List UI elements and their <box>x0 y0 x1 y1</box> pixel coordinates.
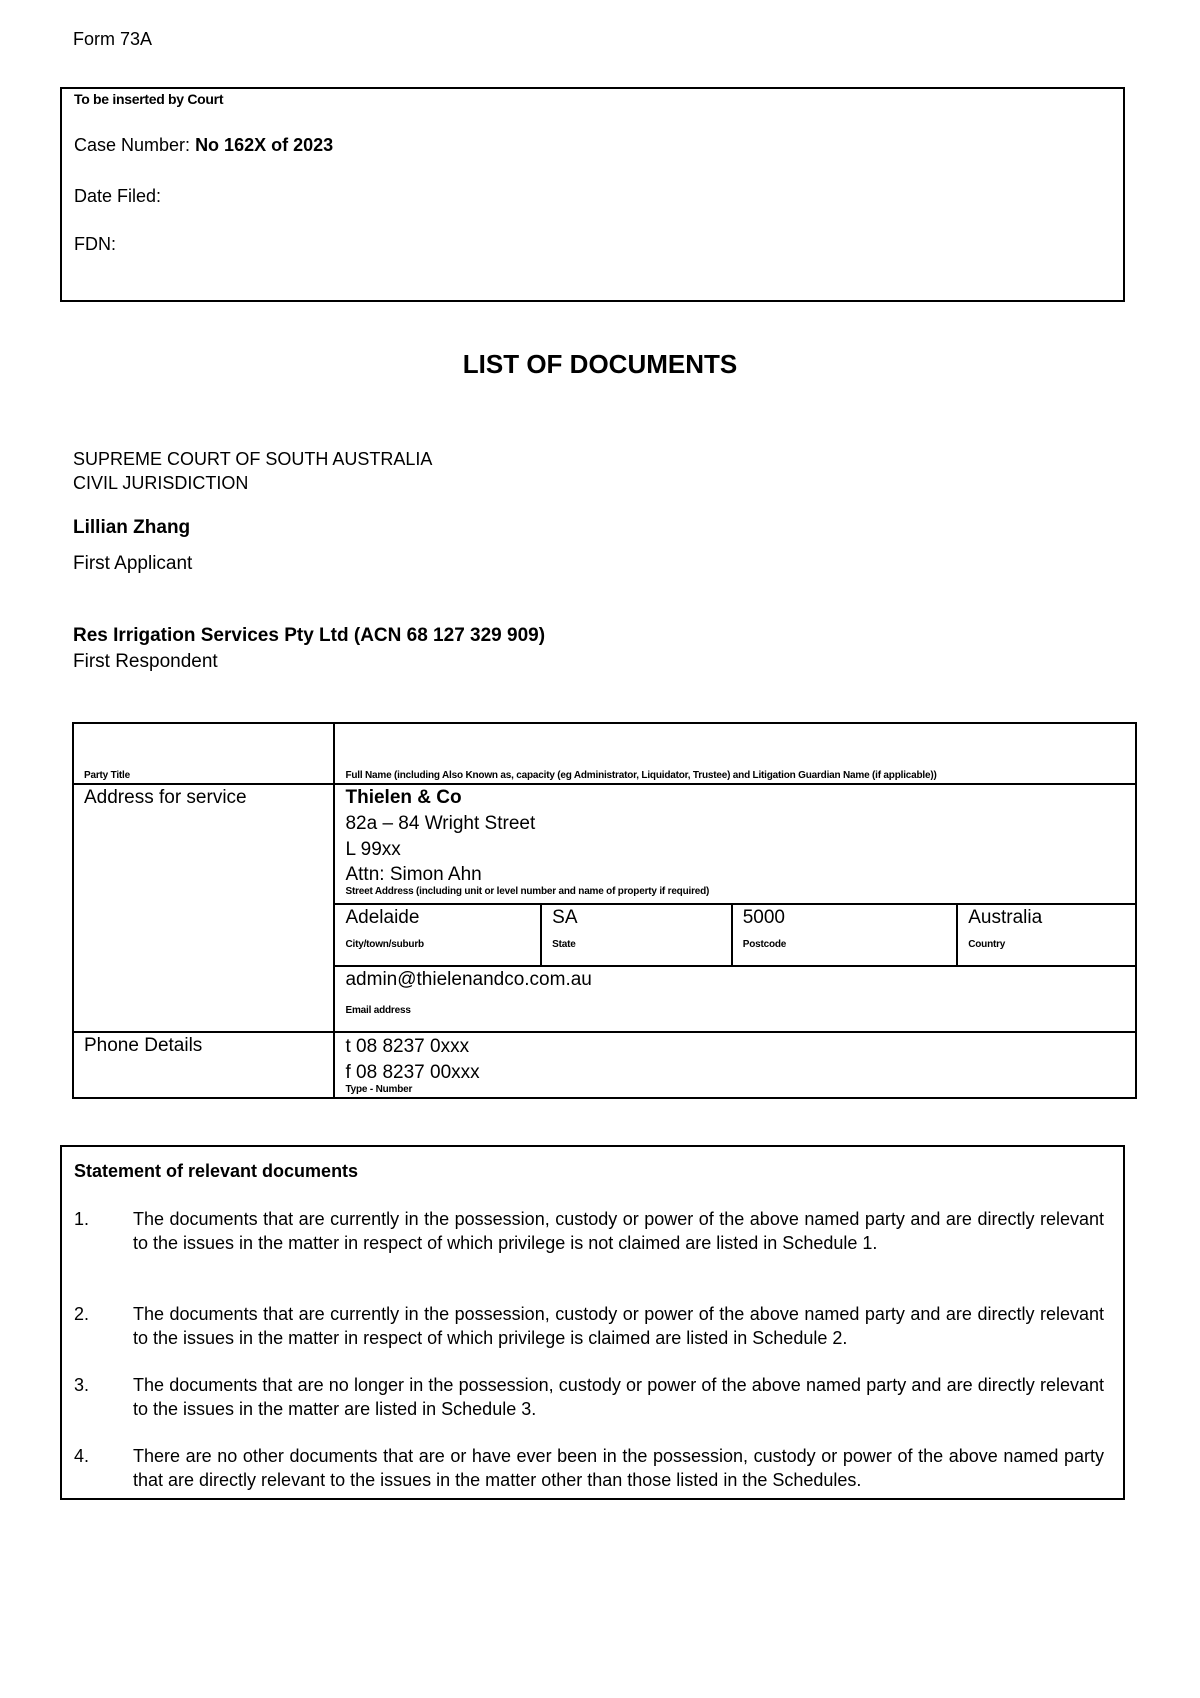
date-filed-label: Date Filed: <box>74 186 162 206</box>
state-value: SA <box>552 907 578 928</box>
first-respondent-name: Res Irrigation Services Pty Ltd (ACN 68 127 329 909) <box>73 625 546 646</box>
phone-number: t 08 8237 0xxx <box>345 1036 470 1057</box>
city-value: Adelaide <box>345 907 420 928</box>
street-line-3: Attn: Simon Ahn <box>345 864 482 885</box>
full-name-label: Full Name (including Also Known as, capacity (eg Administrator, Liquidator, Trustee) and Litigation Guardian Name (if applicable)) <box>345 770 937 781</box>
country-cell <box>957 904 1136 966</box>
state-cell <box>541 904 732 966</box>
full-name-cell <box>334 723 1136 784</box>
first-respondent-role: First Respondent <box>73 651 218 672</box>
court-name-line1: SUPREME COURT OF SOUTH AUSTRALIA <box>73 449 433 469</box>
court-name <box>73 447 432 495</box>
first-applicant-name: Lillian Zhang <box>73 517 191 538</box>
statement-item-1-number: 1. <box>74 1209 90 1229</box>
city-label: City/town/suburb <box>345 939 424 950</box>
court-box-header: To be inserted by Court <box>74 91 224 107</box>
statement-item-4-text: There are no other documents that are or have ever been in the possession, custody or power of the above named party that are directly relevant to the issues in the matter other than those listed in the Schedules. <box>133 1446 1104 1490</box>
statement-item-1-text: The documents that are currently in the possession, custody or power of the above named party and are directly relevant to the issues in the matter in respect of which privilege is not claimed are listed in Schedule 1. <box>133 1209 1104 1253</box>
phone-details-label: Phone Details <box>84 1035 203 1056</box>
fdn-label: FDN: <box>74 234 116 254</box>
statement-item-2 <box>74 1302 1104 1350</box>
statement-item-4-number: 4. <box>74 1446 90 1466</box>
first-applicant-role: First Applicant <box>73 553 193 574</box>
email-value: admin@thielenandco.com.au <box>345 969 592 990</box>
case-number-row <box>74 135 333 156</box>
court-use-box <box>60 87 1125 302</box>
form-number: Form 73A <box>73 29 153 49</box>
address-for-service-cell <box>73 784 334 1032</box>
court-name-line2: CIVIL JURISDICTION <box>73 473 249 493</box>
statement-box <box>60 1145 1125 1500</box>
case-number-label: Case Number: <box>74 135 191 155</box>
statement-item-2-text: The documents that are currently in the possession, custody or power of the above named party and are directly relevant to the issues in the matter in respect of which privilege is claimed are listed in Schedule 2. <box>133 1304 1104 1348</box>
country-value: Australia <box>968 907 1043 928</box>
phone-details-cell <box>73 1032 334 1098</box>
email-cell <box>334 966 1136 1032</box>
type-number-label: Type - Number <box>345 1084 413 1095</box>
street-address-cell <box>334 784 1136 904</box>
city-cell <box>334 904 541 966</box>
street-address-label: Street Address (including unit or level number and name of property if required) <box>345 886 710 897</box>
statement-item-2-number: 2. <box>74 1304 90 1324</box>
statement-item-3-number: 3. <box>74 1375 90 1395</box>
party-details-table <box>72 722 1137 1099</box>
state-label: State <box>552 939 576 950</box>
case-number-value: No 162X of 2023 <box>195 135 334 155</box>
postcode-label: Postcode <box>742 939 787 950</box>
statement-item-1 <box>74 1207 1104 1255</box>
street-line-1: 82a – 84 Wright Street <box>345 813 536 834</box>
fax-number: f 08 8237 00xxx <box>345 1062 480 1083</box>
statement-item-3 <box>74 1373 1104 1421</box>
party-title-label: Party Title <box>84 770 130 781</box>
party-title-cell <box>73 723 334 784</box>
country-label: Country <box>968 939 1006 950</box>
statement-title: Statement of relevant documents <box>74 1161 359 1181</box>
address-for-service-label: Address for service <box>84 787 247 808</box>
phone-numbers-cell <box>334 1032 1136 1098</box>
document-title: LIST OF DOCUMENTS <box>462 349 738 379</box>
firm-name: Thielen & Co <box>345 787 462 808</box>
postcode-value: 5000 <box>742 907 785 928</box>
email-label: Email address <box>345 1005 411 1016</box>
statement-item-3-text: The documents that are no longer in the possession, custody or power of the above named party and are directly relevant to the issues in the matter are listed in Schedule 3. <box>133 1375 1104 1419</box>
street-line-2: L 99xx <box>345 839 401 860</box>
statement-item-4 <box>74 1444 1104 1492</box>
postcode-cell <box>732 904 958 966</box>
